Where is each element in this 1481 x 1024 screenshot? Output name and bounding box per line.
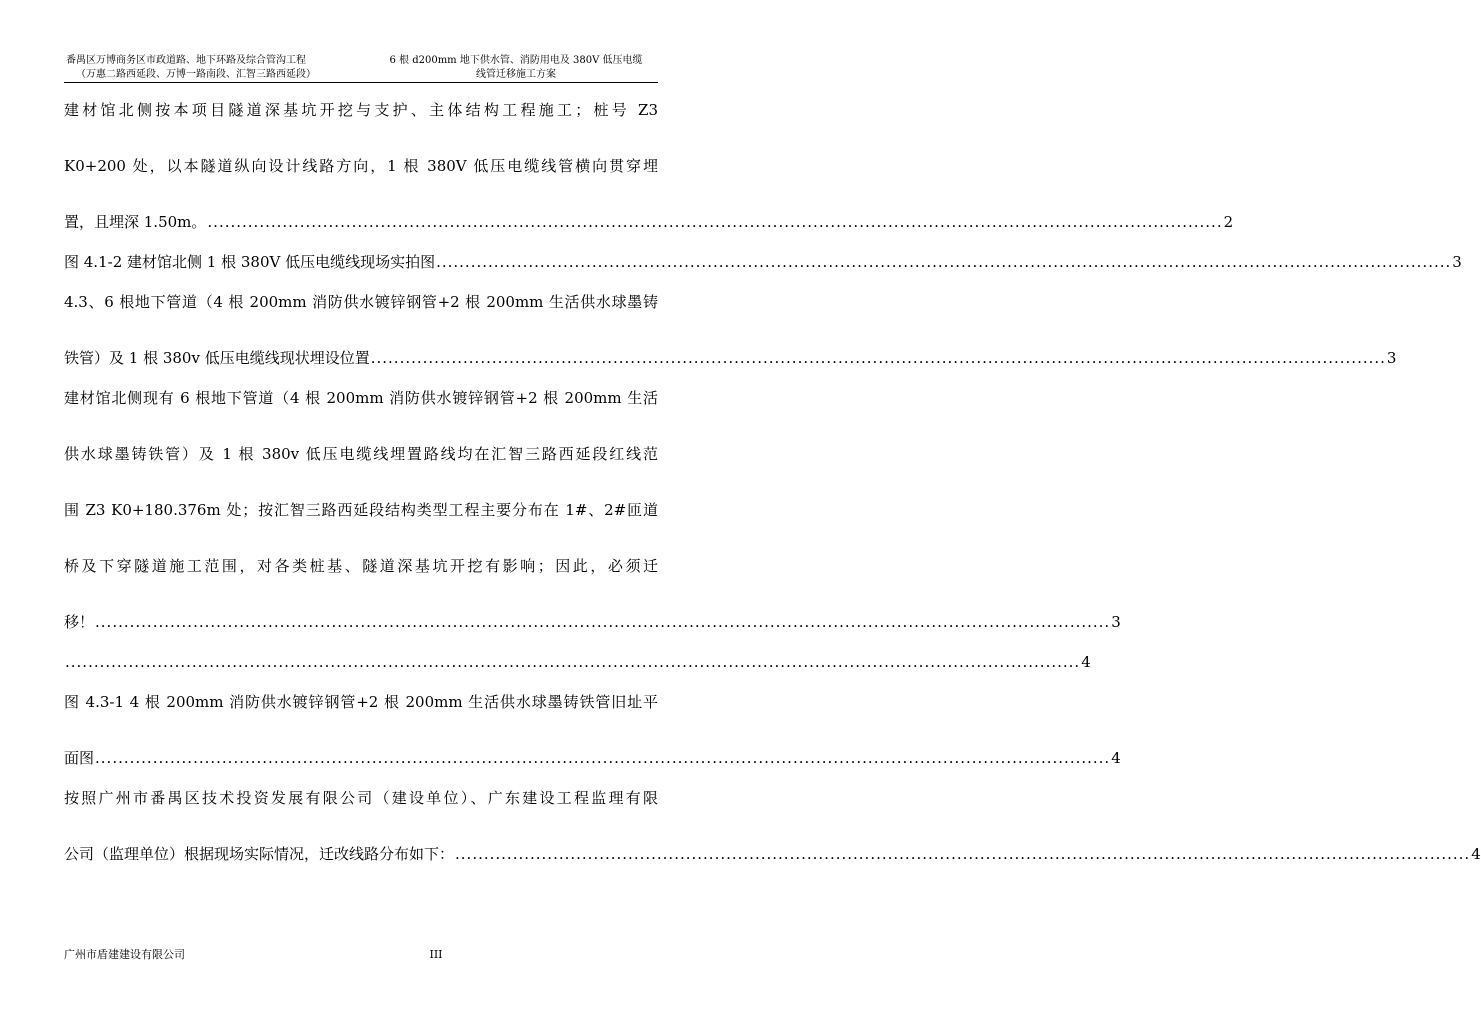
toc-entry-text-line: 围 Z3 K0+180.376m 处；按汇智三路西延段结构类型工程主要分布在 1#、2#匝道 [64,501,658,519]
toc-entry-text-line: 公司（监理单位）根据现场实际情况，迁改线路分布如下： [64,845,455,863]
dot-leader: ................................................................................................................................................................................ [370,349,1386,367]
footer-company-name: 广州市盾建建设有限公司 [64,948,185,961]
dot-leader: ................................................................................................................................................................................ [95,613,1111,631]
toc-page-number: 4 [1111,749,1121,767]
table-of-contents [64,92,1481,872]
dot-leader: ................................................................................................................................................................................ [455,845,1471,863]
page-footer [64,946,658,964]
toc-entry-figure-4-3-1[interactable] [64,684,1121,776]
toc-entry-leader-line [64,204,1234,240]
toc-entry-text-line: 移！ [64,613,95,631]
toc-page-number: 3 [1386,349,1397,367]
dot-leader: ................................................................................................................................................................................ [207,213,1223,231]
toc-entry-relocation-routes[interactable] [64,780,1481,872]
header-document-line2: 线管迁移施工方案 [476,69,556,80]
dot-leader: ................................................................................................................................................................................ [65,653,1081,671]
toc-entry-text-line: 桥及下穿隧道施工范围，对各类桩基、隧道深基坑开挖有影响；因此，必须迁 [64,557,658,575]
dot-leader: ................................................................................................................................................................................ [95,749,1111,767]
toc-entry-leader-line [64,836,1481,872]
toc-entry-text-line: 供水球墨铸铁管）及 1 根 380v 低压电缆线埋置路线均在汇智三路西延段红线范 [64,445,658,463]
toc-entry-text-line: 置，且埋深 1.50m。 [64,213,207,231]
header-document-title [374,54,658,82]
toc-entry-leader-line [64,340,1397,376]
footer-page-number: III [429,948,443,961]
toc-entry-leader-line [64,604,1121,640]
toc-entry-text-line: 按照广州市番禺区技术投资发展有限公司（建设单位）、广东建设工程监理有限 [64,789,658,807]
toc-entry-text-line: 图 4.3-1 4 根 200mm 消防供水镀锌钢管+2 根 200mm 生活供水球墨铸铁管旧址平 [64,693,658,711]
toc-page-number: 3 [1452,253,1462,271]
header-project-line1: 番禺区万博商务区市政道路、地下环路及综合管沟工程 [66,55,306,66]
toc-entry-untitled[interactable] [64,644,1091,680]
toc-entry-text-line: 面图 [64,749,95,767]
toc-entry-existing-pipelines[interactable] [64,380,1121,640]
header-document-line1: 6 根 d200mm 地下供水管、消防用电及 380V 低压电缆 [389,55,643,66]
toc-page-number: 2 [1223,213,1234,231]
toc-entry-leader-line [64,244,1462,280]
page-header [64,52,658,83]
toc-page-number: 3 [1111,613,1121,631]
toc-entry-text-line: 建材馆北侧按本项目隧道深基坑开挖与支护、主体结构工程施工；桩号 Z3 [64,101,658,119]
toc-entry-cable-crossing[interactable] [64,92,1234,240]
toc-entry-figure-4-1-2[interactable] [64,244,1462,280]
toc-entry-leader-line [64,644,1091,680]
toc-page-number: 4 [1081,653,1091,671]
dot-leader: ................................................................................................................................................................................ [436,253,1452,271]
header-project-title [66,54,366,82]
toc-entry-text-line: 图 4.1-2 建材馆北侧 1 根 380V 低压电缆线现场实拍图 [64,253,436,271]
toc-page-number: 4 [1471,845,1481,863]
toc-entry-text-line: 建材馆北侧现有 6 根地下管道（4 根 200mm 消防供水镀锌钢管+2 根 200mm 生活 [64,389,658,407]
toc-entry-text-line: K0+200 处，以本隧道纵向设计线路方向，1 根 380V 低压电缆线管横向贯穿埋 [64,157,658,175]
toc-entry-section-4-3[interactable] [64,284,1397,376]
header-project-line2: （万惠二路西延段、万博一路南段、汇智三路西延段） [76,69,316,80]
toc-entry-leader-line [64,740,1121,776]
toc-entry-text-line: 4.3、6 根地下管道（4 根 200mm 消防供水镀锌钢管+2 根 200mm 生活供水球墨铸 [64,293,658,311]
toc-entry-text-line: 铁管）及 1 根 380v 低压电缆线现状埋设位置 [64,349,370,367]
